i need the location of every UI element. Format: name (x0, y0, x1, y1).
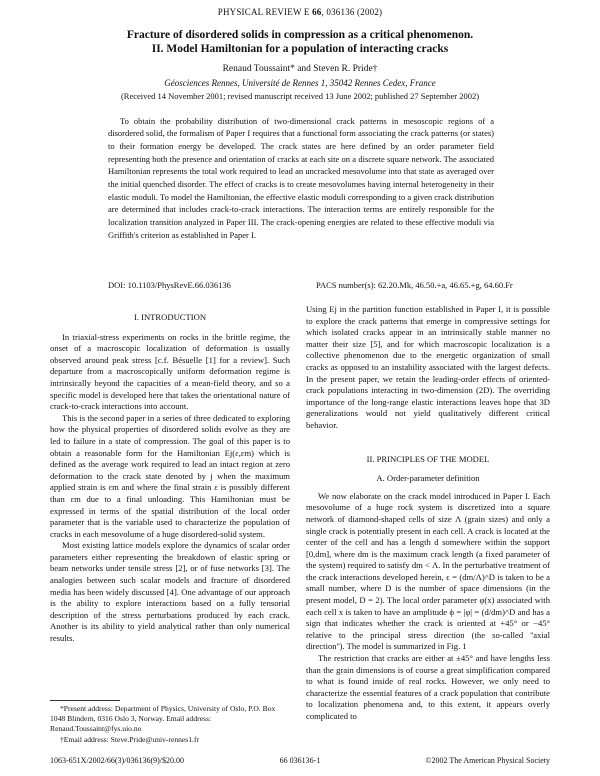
running-header: PHYSICAL REVIEW E 66, 036136 (2002) (217, 7, 383, 17)
left-column (50, 304, 290, 645)
footer-issn: 1063-651X/2002/66(3)/036136(9)/$20.00 (50, 756, 184, 765)
subsection-heading-order-parameter: A. Order-parameter definition (376, 473, 480, 484)
footnote-rule (50, 700, 120, 701)
title-line-2: II. Model Hamiltonian for a population of interacting cracks (151, 43, 449, 55)
intro-paragraph-3: Most existing lattice models explore the dynamics of scalar order parameters either representing the breakdown of elastic spring or beam networks under tensile stress [2], or of fuse networks [3]. The analogies between such scalar models and fracture of disordered media has been widely discussed [4]. One advantage of our approach is the ability to explore interactions based on a fully tensorial description of the stress perturbations produced by each crack. Another is its ability to yield analytical rather than only numerical results. (50, 540, 290, 644)
model-paragraph-1: We now elaborate on the crack model introduced in Paper I. Each mesovolume of a huge rock system is discretized into a square network of diamond-shaped cells of size Λ (grain sizes) and only a single crack is potentially present in each cell. A crack is located at the center of the cell and has a length d somewhere within the support [0,dm], where dm is the maximum crack length (a fixed parameter of the system) required to satisfy dm < Λ. In the perturbative treatment of the crack interactions developed herein, ϵ = (dm/Λ)^D is taken to be a small number, where D is the number of space dimensions (in the present model, D = 2). The local order parameter φ(x) associated with each cell x is taken to have an amplitude ϕ = |φ| = (d/dm)^D and has a sign that indicates whether the crack is oriented at +45° or −45° relative to the principal stress direction (the so-called ''axial direction''). The model is summarized in Fig. 1 (306, 490, 550, 652)
section-heading-introduction: I. INTRODUCTION (133, 312, 207, 322)
intro-paragraph-2: This is the second paper in a series of three dedicated to exploring how the physical properties of disordered solids evolve as they are led to failure in a state of compression. The goal of this paper is to obtain a reasonable form for the Hamiltonian Ej(ε,εm) which is defined as the average work required to lead an intact region at zero deformation to the crack state denoted by j when the maximum applied strain is εm and where the final strain ε is possibly different than εm due to a final unloading. This Hamiltonian must be expressed in terms of the spatial distribution of the local order parameter that is the variable used to characterize the population of cracks in each mesovolume of a huge disordered-solid system. (50, 412, 290, 539)
intro-paragraph-1: In triaxial-stress experiments on rocks in the brittle regime, the onset of a macroscopic localization of deformation is usually observed around peak stress [c.f. Bésuelle [1] for a review]. Such departure from a macroscopically uniform deformation regime is intrinsically beyond the capacities of a mean-field theory, and so a specific model is developed here that takes the orientational nature of crack-to-crack interactions into account. (50, 331, 290, 412)
right-column (306, 304, 550, 723)
doi-link[interactable]: DOI: 10.1103/PhysRevE.66.036136 (108, 280, 231, 290)
intro-paragraph-4: Using Ej in the partition function established in Paper I, it is possible to explore the crack patterns that emerge in compressive settings for which isolated cracks appear in an intrinsically stable manner no matter their size [5], and for which macroscopic localization is a collective phenomenon due to the energetic organization of small cracks as opposed to an instability associated with the largest defects. In the present paper, we retain the leading-order effects of oriented-crack populations interacting in two-dimension (2D). The overriding importance of the long-range elastic interactions leaves hope that 3D generalizations would not yield qualitatively different critical behavior. (306, 304, 550, 430)
title-line-1: Fracture of disordered solids in compression as a critical phenomenon. (126, 29, 474, 41)
journal-volume: 66 (312, 7, 322, 17)
footer-copyright: ©2002 The American Physical Society (425, 756, 550, 765)
abstract: To obtain the probability distribution of two-dimensional crack patterns in mesoscopic regions of a disordered solid, the formalism of Paper I requires that a functional form associating the crack patterns (or states) to their formation energy be developed. The crack states are here defined by an order parameter field representing both the presence and orientation of cracks at each site on a discrete square network. The associated Hamiltonian represents the total work required to lead an uncracked mesovolume into that state as averaged over the initial quenched disorder. The effect of cracks is to create mesovolumes having internal heterogeneity in their elastic moduli. To model the Hamiltonian, the effective elastic moduli corresponding to a given crack distribution are determined that includes crack-to-crack interactions. The interaction terms are entirely responsible for the localization transition analyzed in Paper III. The crack-opening energies are related to these effective moduli via Griffith's criterion as established in Paper I. (108, 115, 494, 240)
footnotes (50, 704, 290, 746)
footnote-present-address: *Present address: Department of Physics, University of Oslo, P.O. Box 1048 Blindern, 0316 Oslo 3, Norway. Email address: Renaud.Toussaint@fys.uio.no (50, 704, 276, 733)
footnote-email: †Email address: Steve.Pride@univ-rennes1.fr (60, 735, 200, 744)
model-paragraph-2: The restriction that cracks are either at ±45° and have lengths less than the grain dimensions is of course a great simplification compared to what is found inside of real rocks. However, we only need to characterize the essential features of a crack population that contribute to localization phenomena and, to this extent, it appears overly complicated to (306, 653, 550, 721)
footer-page-number: 66 036136-1 (279, 756, 321, 765)
section-heading-principles: II. PRINCIPLES OF THE MODEL (366, 453, 490, 464)
journal-name: PHYSICAL REVIEW E (217, 7, 310, 17)
received-dates: (Received 14 November 2001; revised manuscript received 13 June 2002; published 27 September 2002) (120, 91, 480, 101)
article-number: 036136 (2002) (326, 7, 383, 17)
pacs-numbers: PACS number(s): 62.20.Mk, 46.50.+a, 46.65.+g, 64.60.Fr (316, 280, 513, 290)
author-list: Renaud Toussaint* and Steven R. Pride† (222, 64, 378, 74)
paper-title (60, 28, 540, 56)
affiliation: Géosciences Rennes, Université de Rennes 1, 35042 Rennes Cedex, France (164, 78, 436, 88)
